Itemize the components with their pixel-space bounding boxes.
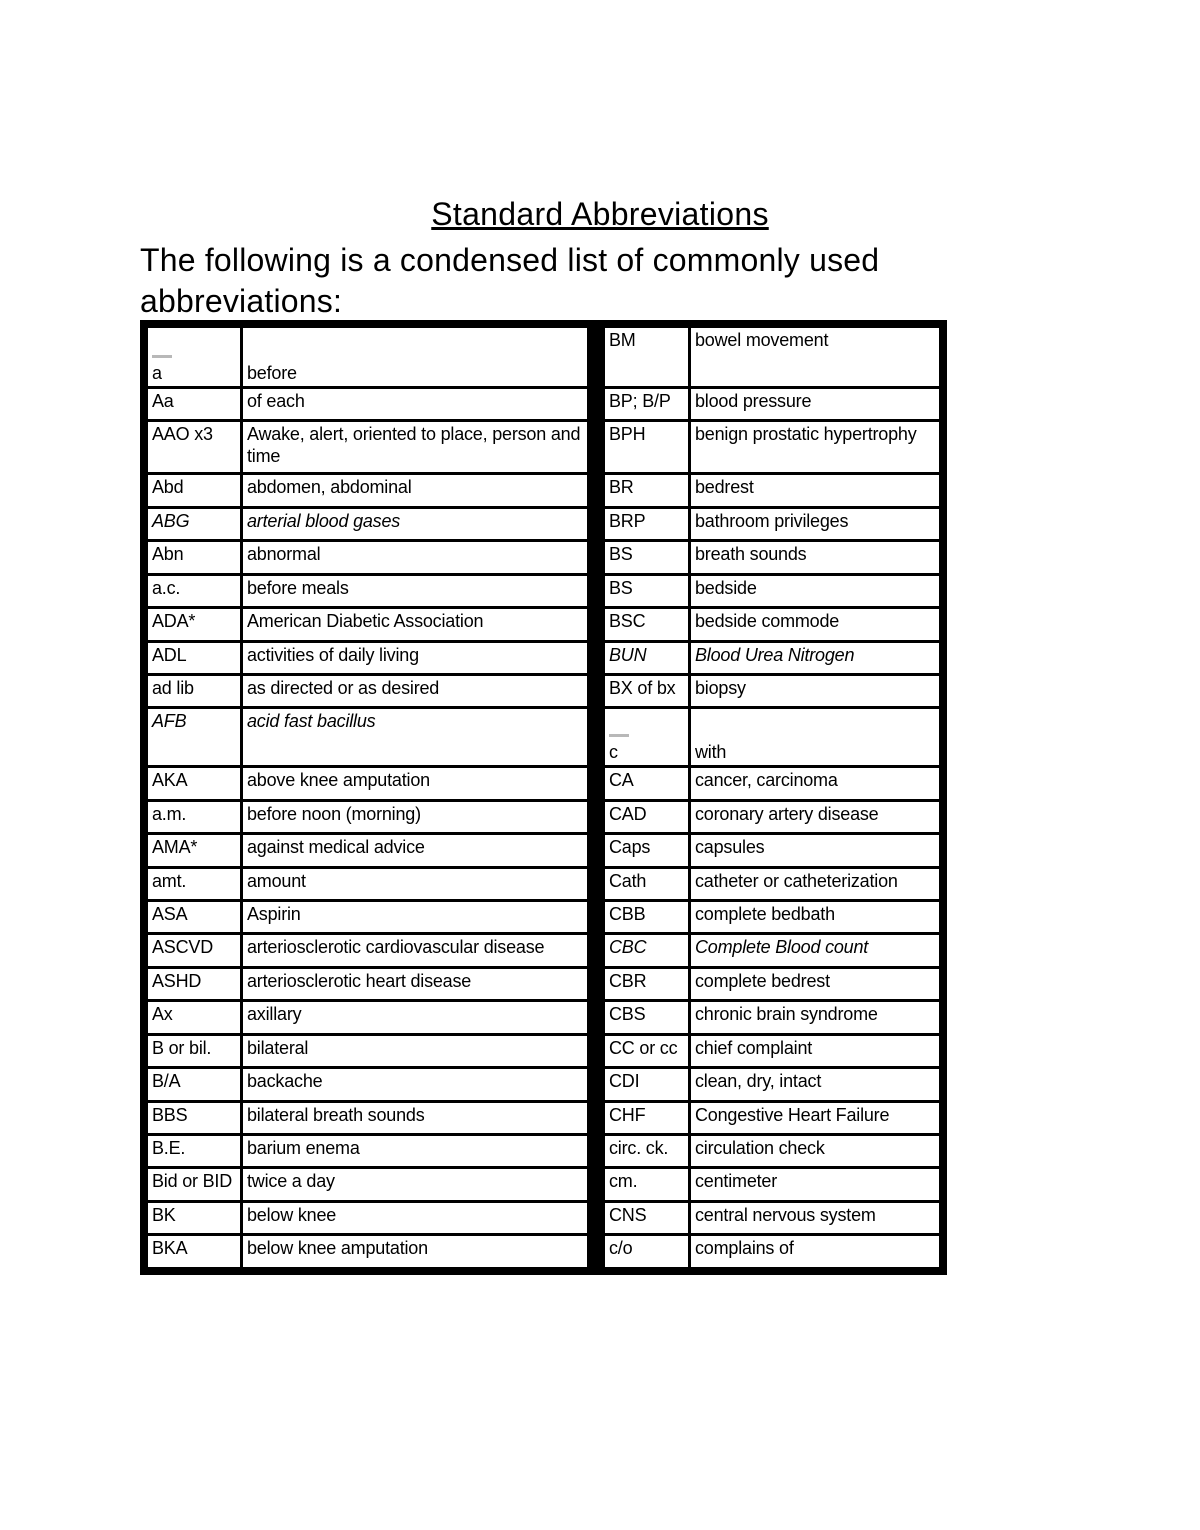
- table-row: [605, 768, 939, 798]
- table-row: [605, 1169, 939, 1199]
- abbr-cell: BK: [148, 1203, 240, 1233]
- abbr-cell: BUN: [605, 643, 688, 673]
- table-row: [148, 969, 587, 999]
- meaning-cell: American Diabetic Association: [243, 609, 587, 639]
- meaning-cell: amount: [243, 869, 587, 899]
- table-row: [605, 1203, 939, 1233]
- meaning-cell: cancer, carcinoma: [691, 768, 939, 798]
- meaning-cell: biopsy: [691, 676, 939, 706]
- meaning-cell: catheter or catheterization: [691, 869, 939, 899]
- table-row: [605, 509, 939, 539]
- table-row: [148, 676, 587, 706]
- abbr-cell: AAO x3: [148, 422, 240, 472]
- table-row: [605, 1069, 939, 1099]
- abbr-cell: BP; B/P: [605, 389, 688, 419]
- meaning-cell: bathroom privileges: [691, 509, 939, 539]
- table-row: [148, 1103, 587, 1133]
- meaning-cell: activities of daily living: [243, 643, 587, 673]
- abbr-cell: a.c.: [148, 576, 240, 606]
- abbr-cell: AFB: [148, 709, 240, 765]
- table-row: [148, 1203, 587, 1233]
- abbr-cell: CHF: [605, 1103, 688, 1133]
- meaning-cell: complete bedbath: [691, 902, 939, 932]
- abbr-cell: a.m.: [148, 802, 240, 832]
- abbr-cell: ADL: [148, 643, 240, 673]
- table-row: [605, 835, 939, 865]
- page-title: Standard Abbreviations: [431, 196, 769, 232]
- meaning-cell: blood pressure: [691, 389, 939, 419]
- abbr-cell: CC or cc: [605, 1036, 688, 1066]
- abbr-cell: BPH: [605, 422, 688, 472]
- meaning-cell: backache: [243, 1069, 587, 1099]
- meaning-cell: Blood Urea Nitrogen: [691, 643, 939, 673]
- table-row: [605, 935, 939, 965]
- table-row: [148, 422, 587, 472]
- table-row: [148, 542, 587, 572]
- abbr-cell: ADA*: [148, 609, 240, 639]
- overbar-mark: [609, 734, 629, 737]
- meaning-cell: before noon (morning): [243, 802, 587, 832]
- table-row: [148, 935, 587, 965]
- meaning-cell: clean, dry, intact: [691, 1069, 939, 1099]
- table-row: [148, 768, 587, 798]
- meaning-cell: circulation check: [691, 1136, 939, 1166]
- meaning-cell: chief complaint: [691, 1036, 939, 1066]
- abbr-cell: B.E.: [148, 1136, 240, 1166]
- meaning-cell: before: [243, 328, 587, 386]
- meaning-cell: breath sounds: [691, 542, 939, 572]
- intro-text: The following is a condensed list of commonly used abbreviations:: [140, 242, 880, 319]
- table-row: [148, 1136, 587, 1166]
- meaning-cell: bilateral breath sounds: [243, 1103, 587, 1133]
- table-row: [148, 475, 587, 505]
- table-row: [605, 542, 939, 572]
- meaning-cell: complete bedrest: [691, 969, 939, 999]
- overbar-mark: [152, 355, 172, 358]
- abbr-cell: circ. ck.: [605, 1136, 688, 1166]
- meaning-cell: bedside: [691, 576, 939, 606]
- abbr-cell: B/A: [148, 1069, 240, 1099]
- meaning-cell: chronic brain syndrome: [691, 1002, 939, 1032]
- table-row: [605, 389, 939, 419]
- meaning-cell: above knee amputation: [243, 768, 587, 798]
- abbr-cell: ASHD: [148, 969, 240, 999]
- abbr-cell: Cath: [605, 869, 688, 899]
- abbr-cell: a: [148, 328, 240, 386]
- abbr-cell: B or bil.: [148, 1036, 240, 1066]
- meaning-cell: Complete Blood count: [691, 935, 939, 965]
- left-column: [145, 325, 590, 1270]
- abbr-cell: CBB: [605, 902, 688, 932]
- meaning-cell: bedrest: [691, 475, 939, 505]
- table-row: [605, 1002, 939, 1032]
- meaning-cell: Aspirin: [243, 902, 587, 932]
- meaning-cell: bedside commode: [691, 609, 939, 639]
- abbr-cell: ASA: [148, 902, 240, 932]
- meaning-cell: bilateral: [243, 1036, 587, 1066]
- abbr-cell: BKA: [148, 1236, 240, 1267]
- table-row: [148, 609, 587, 639]
- table-row: [148, 509, 587, 539]
- meaning-cell: below knee: [243, 1203, 587, 1233]
- meaning-cell: against medical advice: [243, 835, 587, 865]
- right-abbreviation-table: [602, 325, 942, 1270]
- table-row: [148, 1236, 587, 1267]
- table-row: [605, 576, 939, 606]
- abbr-cell: Abd: [148, 475, 240, 505]
- table-row: [605, 802, 939, 832]
- abbr-cell: BSC: [605, 609, 688, 639]
- table-row: [148, 709, 587, 765]
- table-row: [148, 576, 587, 606]
- meaning-cell: Awake, alert, oriented to place, person and time: [243, 422, 587, 472]
- abbr-cell: BS: [605, 542, 688, 572]
- meaning-cell: complains of: [691, 1236, 939, 1267]
- table-row: [605, 609, 939, 639]
- meaning-cell: below knee amputation: [243, 1236, 587, 1267]
- meaning-cell: of each: [243, 389, 587, 419]
- meaning-cell: capsules: [691, 835, 939, 865]
- abbreviations-table: [140, 320, 947, 1275]
- abbr-cell: Ax: [148, 1002, 240, 1032]
- meaning-cell: with: [691, 709, 939, 765]
- table-row: [605, 328, 939, 386]
- abbr-cell: Aa: [148, 389, 240, 419]
- table-row: [605, 902, 939, 932]
- meaning-cell: abnormal: [243, 542, 587, 572]
- abbr-cell: BR: [605, 475, 688, 505]
- meaning-cell: axillary: [243, 1002, 587, 1032]
- table-row: [148, 835, 587, 865]
- table-row: [148, 1069, 587, 1099]
- abbr-cell: ad lib: [148, 676, 240, 706]
- abbr-cell: CAD: [605, 802, 688, 832]
- meaning-cell: benign prostatic hypertrophy: [691, 422, 939, 472]
- meaning-cell: central nervous system: [691, 1203, 939, 1233]
- abbr-cell: BS: [605, 576, 688, 606]
- table-row: [148, 1169, 587, 1199]
- abbr-cell: ASCVD: [148, 935, 240, 965]
- meaning-cell: bowel movement: [691, 328, 939, 386]
- abbr-cell: CBC: [605, 935, 688, 965]
- meaning-cell: arterial blood gases: [243, 509, 587, 539]
- abbr-cell: Bid or BID: [148, 1169, 240, 1199]
- meaning-cell: centimeter: [691, 1169, 939, 1199]
- table-row: [605, 475, 939, 505]
- abbr-cell: CBS: [605, 1002, 688, 1032]
- abbr-cell: Caps: [605, 835, 688, 865]
- abbr-cell: BM: [605, 328, 688, 386]
- meaning-cell: coronary artery disease: [691, 802, 939, 832]
- table-row: [148, 643, 587, 673]
- table-row: [605, 1236, 939, 1267]
- abbr-cell: AKA: [148, 768, 240, 798]
- table-row: [148, 1036, 587, 1066]
- table-row: [148, 328, 587, 386]
- meaning-cell: twice a day: [243, 1169, 587, 1199]
- abbr-cell: cm.: [605, 1169, 688, 1199]
- meaning-cell: before meals: [243, 576, 587, 606]
- abbr-cell: AMA*: [148, 835, 240, 865]
- right-column: [602, 325, 942, 1270]
- meaning-cell: abdomen, abdominal: [243, 475, 587, 505]
- table-row: [605, 422, 939, 472]
- table-row: [148, 389, 587, 419]
- abbr-cell: CDI: [605, 1069, 688, 1099]
- abbr-cell: CBR: [605, 969, 688, 999]
- table-row: [148, 1002, 587, 1032]
- abbr-cell: c: [605, 709, 688, 765]
- meaning-cell: as directed or as desired: [243, 676, 587, 706]
- abbr-cell: BX of bx: [605, 676, 688, 706]
- table-row: [605, 869, 939, 899]
- table-row: [605, 1103, 939, 1133]
- abbr-cell: c/o: [605, 1236, 688, 1267]
- table-row: [148, 902, 587, 932]
- abbr-cell: BBS: [148, 1103, 240, 1133]
- table-row: [148, 802, 587, 832]
- table-row: [605, 969, 939, 999]
- table-row: [605, 709, 939, 765]
- meaning-cell: Congestive Heart Failure: [691, 1103, 939, 1133]
- abbr-cell: Abn: [148, 542, 240, 572]
- meaning-cell: acid fast bacillus: [243, 709, 587, 765]
- table-row: [605, 676, 939, 706]
- abbr-cell: BRP: [605, 509, 688, 539]
- table-row: [605, 1136, 939, 1166]
- left-abbreviation-table: [145, 325, 590, 1270]
- table-row: [148, 869, 587, 899]
- abbr-cell: CA: [605, 768, 688, 798]
- abbr-cell: CNS: [605, 1203, 688, 1233]
- table-row: [605, 643, 939, 673]
- abbr-cell: ABG: [148, 509, 240, 539]
- meaning-cell: barium enema: [243, 1136, 587, 1166]
- meaning-cell: arteriosclerotic heart disease: [243, 969, 587, 999]
- table-row: [605, 1036, 939, 1066]
- meaning-cell: arteriosclerotic cardiovascular disease: [243, 935, 587, 965]
- abbr-cell: amt.: [148, 869, 240, 899]
